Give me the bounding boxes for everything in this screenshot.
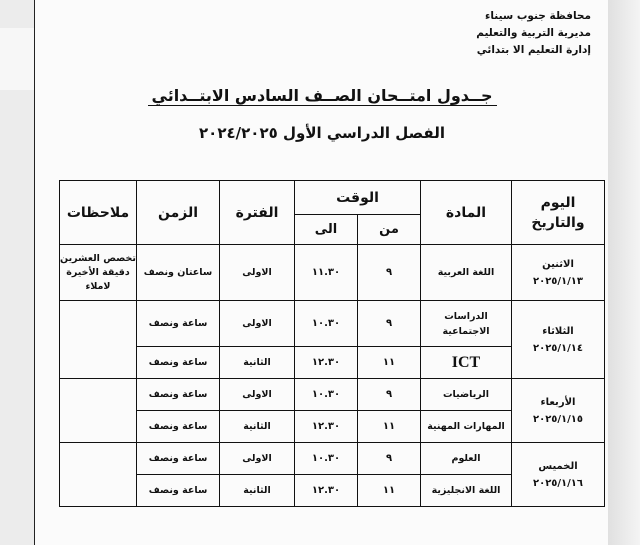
cell-period: الثانية (220, 411, 295, 443)
exam-date: ٢٠٢٥/١/١٥ (532, 413, 584, 425)
exam-schedule-table (59, 180, 605, 507)
header-period: الفترة (220, 181, 295, 245)
cell-from: ٩ (358, 443, 421, 475)
cell-duration: ساعة ونصف (137, 301, 220, 347)
table-row (60, 443, 605, 475)
cell-subject: المهارات المهنية (421, 411, 512, 443)
exam-date: ٢٠٢٥/١/١٦ (532, 477, 584, 489)
cell-from: ٩ (358, 301, 421, 347)
letterhead (476, 8, 591, 59)
day-name: الثلاثاء (542, 325, 574, 337)
cell-subject: ICT (421, 347, 512, 379)
cell-period: الاولى (220, 245, 295, 301)
header-to: الى (295, 215, 358, 245)
table-row (60, 301, 605, 347)
cell-notes: تخصص العشرين دقيقة الأخيرة لاملاء (60, 245, 137, 301)
cell-to: ١٠.٣٠ (295, 301, 358, 347)
cell-day-date (512, 379, 605, 443)
document-page (34, 0, 609, 545)
exam-date: ٢٠٢٥/١/١٣ (532, 275, 584, 287)
header-day: اليوم (540, 194, 576, 211)
cell-subject: اللغة الانجليزية (421, 475, 512, 507)
cell-duration: ساعة ونصف (137, 347, 220, 379)
schedule-body (60, 245, 605, 507)
day-name: الخميس (538, 460, 578, 472)
header-subject: المادة (421, 181, 512, 245)
cell-duration: ساعة ونصف (137, 411, 220, 443)
cell-from: ١١ (358, 411, 421, 443)
cell-to: ١٢.٣٠ (295, 411, 358, 443)
cell-period: الاولى (220, 301, 295, 347)
cell-to: ١٢.٣٠ (295, 347, 358, 379)
day-name: الاثنين (542, 258, 574, 270)
table-row (60, 379, 605, 411)
header-day-date (512, 181, 605, 245)
cell-duration: ساعتان ونصف (137, 245, 220, 301)
document-title (35, 86, 609, 105)
document-title-text: جــدول امتــحان الصــف السادس الابتــدائي (148, 86, 497, 106)
cell-day-date (512, 245, 605, 301)
cell-from: ١١ (358, 347, 421, 379)
cell-notes (60, 301, 137, 379)
cell-period: الاولى (220, 443, 295, 475)
header-time: الوقت (295, 181, 421, 215)
cell-period: الثانية (220, 347, 295, 379)
cell-day-date (512, 301, 605, 379)
cell-duration: ساعة ونصف (137, 475, 220, 507)
cell-subject: اللغة العربية (421, 245, 512, 301)
cell-to: ١٠.٣٠ (295, 443, 358, 475)
cell-duration: ساعة ونصف (137, 443, 220, 475)
cell-duration: ساعة ونصف (137, 379, 220, 411)
cell-period: الثانية (220, 475, 295, 507)
header-from: من (358, 215, 421, 245)
cell-subject: الدراسات الاجتماعية (421, 301, 512, 347)
cell-day-date (512, 443, 605, 507)
table-row (60, 245, 605, 301)
letterhead-administration: إدارة التعليم الا بتدائي (476, 44, 591, 56)
cell-subject: العلوم (421, 443, 512, 475)
cell-to: ١٢.٣٠ (295, 475, 358, 507)
cell-to: ١٠.٣٠ (295, 379, 358, 411)
header-notes: ملاحظات (60, 181, 137, 245)
letterhead-governorate: محافظة جنوب سيناء (485, 10, 591, 22)
cell-from: ٩ (358, 379, 421, 411)
cell-from: ٩ (358, 245, 421, 301)
page-edge-shadow (608, 0, 640, 545)
cell-notes (60, 443, 137, 507)
header-duration: الزمن (137, 181, 220, 245)
cell-subject: الرياضيات (421, 379, 512, 411)
cell-from: ١١ (358, 475, 421, 507)
day-name: الأربعاء (540, 396, 576, 408)
exam-date: ٢٠٢٥/١/١٤ (532, 342, 584, 354)
header-date: والتاريخ (531, 214, 585, 231)
letterhead-directorate: مديرية التربية والتعليم (476, 27, 591, 39)
document-subtitle: الفصل الدراسي الأول ٢٠٢٤/٢٠٢٥ (199, 124, 445, 142)
cell-period: الاولى (220, 379, 295, 411)
cell-notes (60, 379, 137, 443)
cell-to: ١١.٣٠ (295, 245, 358, 301)
